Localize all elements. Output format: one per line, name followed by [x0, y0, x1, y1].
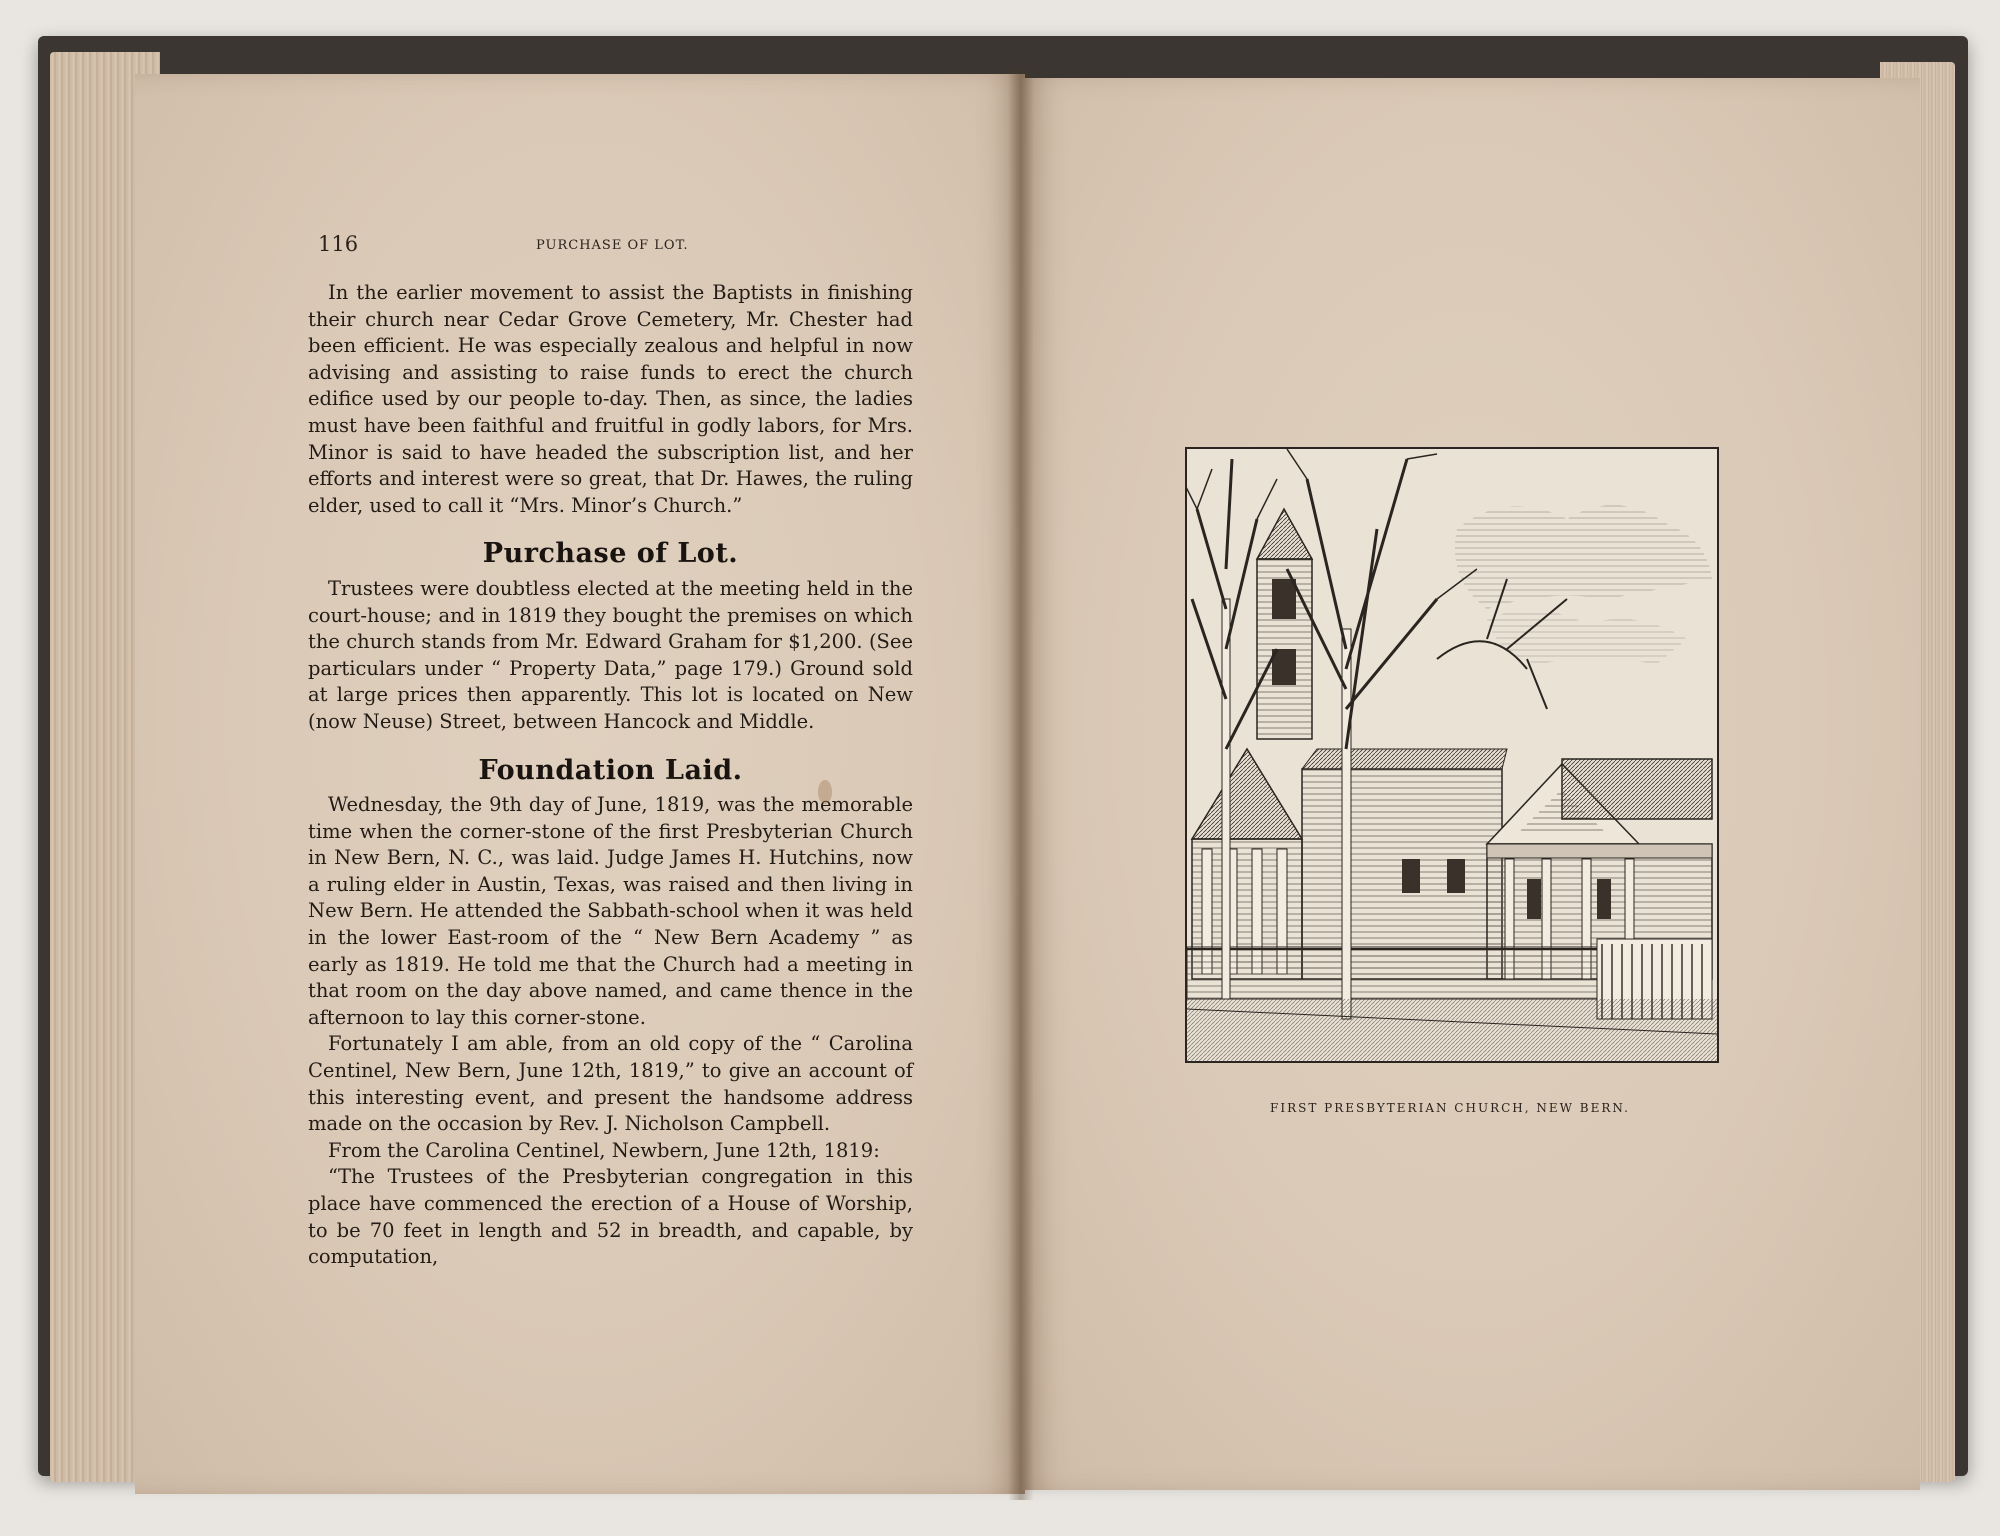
church-engraving-svg	[1187, 449, 1717, 1061]
heading-foundation-laid: Foundation Laid.	[478, 754, 743, 786]
paragraph-6: “The Trustees of the Presbyterian congregation in this place have commenced the erection of a House of Worship, to be 70 feet in length and 52 in breadth, and capable, by computation,	[308, 1165, 913, 1269]
paper-stain	[818, 780, 832, 804]
running-head-title: PURCHASE OF LOT.	[536, 238, 689, 253]
paragraph-4: Fortunately I am able, from an old copy of the “ Carolina Centinel, New Bern, June 12th, 1819,” to give an account of this interesting event, and present the handsome address made on the occasion by Rev. J. Nicholson Campbell.	[308, 1032, 913, 1136]
heading-purchase-of-lot: Purchase of Lot.	[482, 538, 739, 570]
engraving-caption: FIRST PRESBYTERIAN CHURCH, NEW BERN.	[1270, 1101, 1630, 1115]
left-page-text	[308, 280, 913, 1271]
page-number: 116	[318, 232, 359, 256]
church-engraving	[1185, 447, 1719, 1063]
paragraph-2: Trustees were doubtless elected at the meeting held in the court-house; and in 1819 they bought the premises on which the church stands from Mr. Edward Graham for $1,200. (See particulars under “ Property Data,” page 179.) Ground sold at large prices then apparently. This lot is located on New (now Neuse) Street, between Hancock and Middle.	[308, 576, 913, 733]
paragraph-5: From the Carolina Centinel, Newbern, June 12th, 1819:	[328, 1138, 880, 1162]
paragraph-3: Wednesday, the 9th day of June, 1819, was the memorable time when the corner-stone of the first Presbyterian Church in New Bern, N. C., was laid. Judge James H. Hutchins, now a ruling elder in Austin, Texas, was raised and then living in New Bern. He attended the Sabbath-school when it was held in the lower East-room of the “ New Bern Academy ” as early as 1819. He told me that the Church had a meeting in that room on the day above named, and came thence in the afternoon to lay this corner-stone.	[308, 793, 913, 1029]
running-head	[318, 232, 918, 262]
book-gutter	[1008, 70, 1034, 1500]
paragraph-1: In the earlier movement to assist the Baptists in finishing their church near Cedar Grove Cemetery, Mr. Chester had been efficient. He was especially zealous and helpful in now advising and assisting to raise funds to erect the church edifice used by our people to-day. Then, as since, the ladies must have been faithful and fruitful in godly labors, for Mrs. Minor is said to have headed the subscription list, and her efforts and interest were so great, that Dr. Hawes, the ruling elder, used to call it “Mrs. Minor’s Church.”	[308, 281, 913, 517]
